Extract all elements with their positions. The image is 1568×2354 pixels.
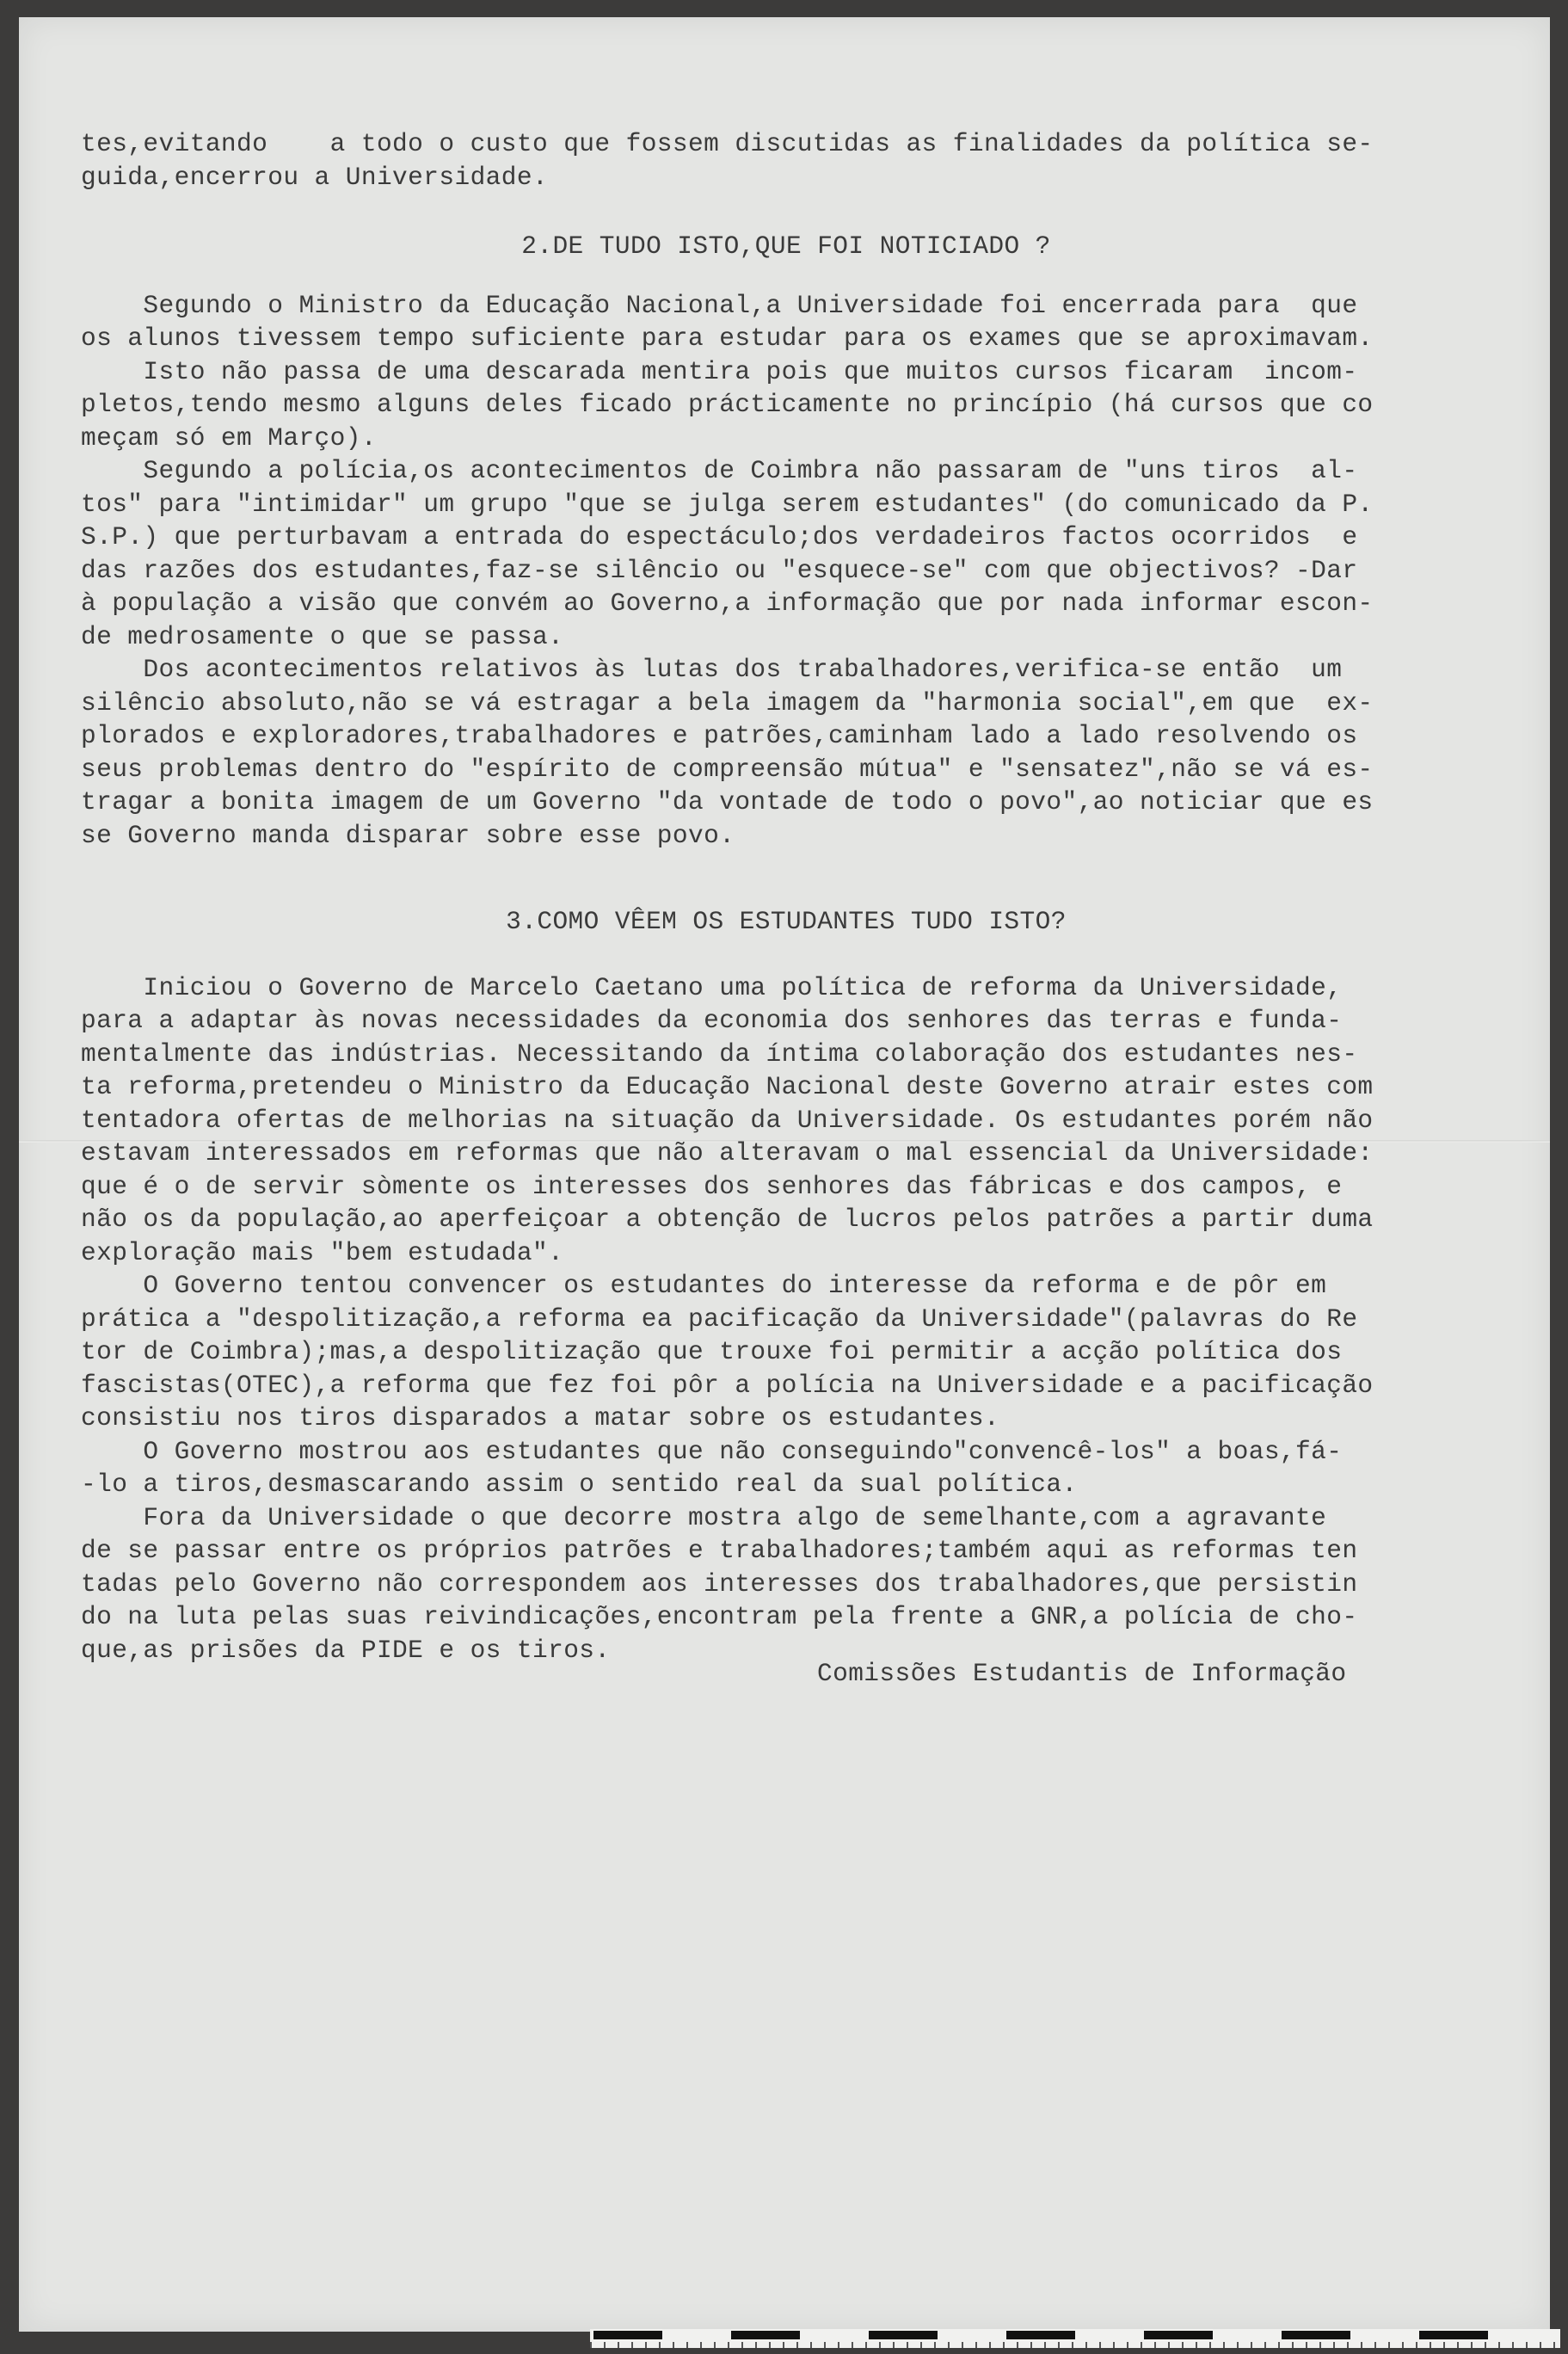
body-line: meçam só em Março).: [81, 422, 377, 453]
body-line: guida,encerrou a Universidade.: [81, 162, 549, 192]
body-line: prática a "despolitização,a reforma ea pacificação da Universidade"(palavras do Re: [81, 1303, 1358, 1334]
body-line: os alunos tivessem tempo suficiente para estudar para os exames que se aproximavam.: [81, 324, 1374, 353]
document-page: [19, 17, 1550, 2332]
body-line: exploração mais "bem estudada".: [81, 1237, 564, 1267]
body-line: estavam interessados em reformas que não alteravam o mal essencial da Universidade:: [81, 1138, 1374, 1168]
body-line: consistiu nos tiros disparados a matar sobre os estudantes.: [81, 1403, 1000, 1433]
body-line: tes,evitando a todo o custo que fossem discutidas as finalidades da política se-: [81, 129, 1374, 158]
body-line: tragar a bonita imagem de um Governo "da vontade de todo o povo",ao noticiar que es: [81, 787, 1374, 817]
body-line: tentadora ofertas de melhorias na situação da Universidade. Os estudantes porém não: [81, 1105, 1374, 1135]
body-line: que,as prisões da PIDE e os tiros.: [81, 1635, 611, 1665]
body-line: das razões dos estudantes,faz-se silêncio ou "esquece-se" com que objectivos? -Dar: [81, 555, 1358, 585]
body-line: para a adaptar às novas necessidades da economia dos senhores das terras e funda-: [81, 1006, 1343, 1035]
body-line: não os da população,ao aperfeiçoar a obtenção de lucros pelos patrões a partir duma: [81, 1205, 1374, 1234]
section-3-heading: 3.COMO VÊEM OS ESTUDANTES TUDO ISTO?: [506, 907, 1067, 936]
body-line: Segundo o Ministro da Educação Nacional,a Universidade foi encerrada para que: [81, 290, 1358, 320]
body-line: pletos,tendo mesmo alguns deles ficado prácticamente no princípio (há cursos que co: [81, 390, 1374, 419]
body-line: de se passar entre os próprios patrões e trabalhadores;também aqui as reformas ten: [81, 1536, 1358, 1565]
body-line: O Governo mostrou aos estudantes que não conseguindo"convencê-los" a boas,fá-: [81, 1436, 1343, 1466]
body-line: S.P.) que perturbavam a entrada do espectáculo;dos verdadeiros factos ocorridos e: [81, 522, 1358, 552]
body-line: mentalmente das indústrias. Necessitando da íntima colaboração dos estudantes nes-: [81, 1038, 1358, 1069]
scale-ruler-blocks: [593, 2331, 1557, 2339]
body-line: silêncio absoluto,não se vá estragar a bela imagem da "harmonia social",em que ex-: [81, 687, 1374, 718]
body-line: do na luta pelas suas reivindicações,encontram pela frente a GNR,a polícia de cho-: [81, 1602, 1358, 1631]
body-line: O Governo tentou convencer os estudantes do interesse da reforma e de pôr em: [81, 1271, 1327, 1300]
body-line: -lo a tiros,desmascarando assim o sentido real da sual política.: [81, 1470, 1078, 1499]
body-line: plorados e exploradores,trabalhadores e patrões,caminham lado a lado resolvendo os: [81, 721, 1358, 750]
document-body: [81, 127, 1491, 1667]
body-line: que é o de servir sòmente os interesses dos senhores das fábricas e dos campos, e: [81, 1171, 1343, 1201]
body-line: à população a visão que convém ao Governo,a informação que por nada informar escon-: [81, 588, 1374, 618]
body-line: ta reforma,pretendeu o Ministro da Educação Nacional deste Governo atrair estes com: [81, 1072, 1374, 1101]
signature: Comissões Estudantis de Informação: [817, 1659, 1347, 1688]
body-line: Dos acontecimentos relativos às lutas dos trabalhadores,verifica-se então um: [81, 655, 1343, 684]
body-line: Segundo a polícia,os acontecimentos de Coimbra não passaram de "uns tiros al-: [81, 456, 1358, 485]
body-line: de medrosamente o que se passa.: [81, 621, 564, 651]
body-line: seus problemas dentro do "espírito de compreensão mútua" e "sensatez",não se vá es-: [81, 754, 1374, 784]
body-line: tor de Coimbra);mas,a despolitização que trouxe foi permitir a acção política dos: [81, 1337, 1343, 1366]
body-line: Fora da Universidade o que decorre mostra algo de semelhante,com a agravante: [81, 1502, 1327, 1532]
body-line: Isto não passa de uma descarada mentira pois que muitos cursos ficaram incom-: [81, 356, 1358, 386]
section-2-heading: 2.DE TUDO ISTO,QUE FOI NOTICIADO ?: [521, 231, 1051, 261]
body-line: se Governo manda disparar sobre esse povo.: [81, 820, 735, 850]
body-line: tos" para "intimidar" um grupo "que se julga serem estudantes" (do comunicado da P.: [81, 489, 1374, 519]
body-line: fascistas(OTEC),a reforma que fez foi pôr a polícia na Universidade e a pacificação: [81, 1370, 1374, 1400]
body-line: Iniciou o Governo de Marcelo Caetano uma política de reforma da Universidade,: [81, 972, 1343, 1002]
body-line: tadas pelo Governo não correspondem aos interesses dos trabalhadores,que persistin: [81, 1568, 1358, 1599]
